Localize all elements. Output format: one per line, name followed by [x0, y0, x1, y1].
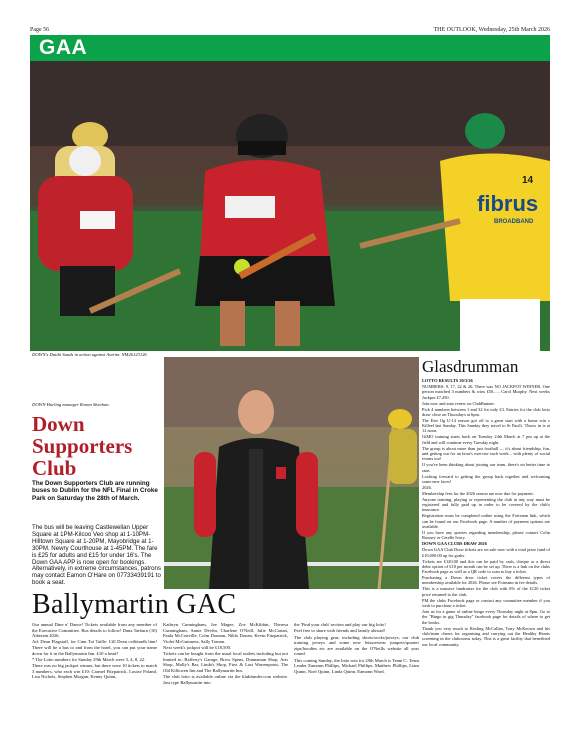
ballymartin-column	[163, 622, 288, 686]
glasdrumman-text: The group is about more than just football — it's about friendship, fun, and getting out for an hour's exercise each week... with plenty of social events too!	[422, 445, 550, 462]
ballymartin-paragraph: * The Lotto numbers for Sunday 29th March were 3, 4, 8, 22.	[32, 656, 146, 662]
glasdrumman-paragraph	[422, 586, 550, 597]
glasdrumman-paragraph	[422, 530, 550, 541]
hurling-action-photo	[30, 61, 550, 351]
supporters-body: The bus will be leaving Castlewellan Upper Square at 1PM-Kilcoo Veo shop at 1-10PM-Hilltown Square at 1-20PM, Mayobridge at 1-30PM. Newry Courthouse at 1-45PM. The fare is £25 for adults and £15 for under 16's. The Down GAA APP is now open for bookings. Alternatively, in extreme circumstances, patrons may contact Eamon O'Hare on 07733439191 to book a seat.	[32, 524, 161, 587]
ballymartin-paragraph: Ad: Dean Flagstaff, for Cinn Trá Taille: Cill Dean ceiliúradh linn! There will be a bus to and from the hotel, you can put your name down for it in the Ballymartin Inn. £10 a head!	[32, 639, 157, 656]
glasdrumman-text: Join now and auto renew on ClubRunner.	[422, 400, 495, 406]
glasdrumman-body	[422, 378, 550, 648]
ballymartin-paragraph: Our annual Dine n' Dance! Tickets available from any member of the Executive Committee. Bus details to follow! Dana Tarburn (10) Aiberain 2026.	[32, 622, 157, 639]
page-number: Page 56	[30, 27, 50, 33]
glasdrumman-paragraph	[422, 446, 550, 462]
supporters-lead: The Down Supporters Club are running buses to Dublin for the NFL Final in Croke Park on Saturday the 28th of March.	[32, 480, 158, 502]
glasdrumman-text: Pick 4 numbers between 1 and 32 for only £3. Entries for the club lotto draw close on Thursdays at 6pm.	[422, 406, 550, 417]
hurling-scene-illustration	[30, 61, 550, 351]
glasdrumman-paragraph	[422, 418, 550, 434]
glasdrumman-text: If you've been thinking about joining our team, there's no better time to start.	[422, 462, 550, 473]
glasdrumman-headline: Glasdrumman	[422, 357, 519, 376]
glasdrumman-paragraph	[422, 401, 550, 406]
glasdrumman-paragraph	[422, 575, 550, 586]
glasdrumman-text: Join us for a game of online bingo every Thursday night at 8pm. Go to the "Bingo in gig Thursday" facebook page for details of where to get the books.	[422, 608, 550, 625]
glasdrumman-paragraph	[422, 378, 550, 383]
ballymartin-paragraph: Kathryn Cunningham, Joe Magee, Zoe McKibbin, Theresa Cunningham, Annie Devlin, Charlene O'Neill, Julie McCartan, Paula McConville, Colm Donnan, Niblo Donan, Kevin Fitzpatrick, Violet McGuinness, Sally Toman.	[163, 622, 288, 644]
ballymartin-paragraph: The club playing gear, including shorts/socks/jerseys, our club training jerseys and some new leisurewear jumpers/quarter zips/hoodies etc are available on the O'Neills website all year round.	[294, 634, 419, 657]
ballymartin-paragraph: Feel free to share with friends and family abroad!	[294, 628, 386, 634]
glasdrumman-paragraph	[422, 434, 550, 445]
ballymartin-paragraph: Next week's jackpot will be £18,500.	[163, 644, 232, 650]
ballymartin-paragraph: There was no big jackpot winner, but there were 10 tickets to match 3 numbers, who each win £10: Carmel Fitzpatrick, Louise Poland, Lisa Nichols, Stephen Morgan, Kenny Quinn,	[32, 663, 157, 680]
glasdrumman-text: Registration must be completed online using the Foireann link, which can be found on our Facebook page. A number of payment options are available.	[422, 513, 550, 530]
glasdrumman-paragraph	[422, 497, 550, 513]
glasdrumman-text: PM the clubs Facebook page or contact any committee member if you wish to purchase a ticket.	[422, 597, 550, 609]
glasdrumman-text: Tickets are £120.00 and this can be paid by cash, cheque or a direct debit option of £10 per month can be set up. There is a link on the clubs Facebook page as well as a QR code to scan to buy a ticket.	[422, 558, 550, 575]
glasdrumman-subhead: DOWN GAA CLUBS DRAW 2026	[422, 541, 487, 547]
glasdrumman-paragraph	[422, 474, 550, 485]
glasdrumman-text: Membership fees for the 2026 season are now due for payment.	[422, 490, 534, 496]
glasdrumman-text: Thank you very much to Rosling McCallan, Tony McKeown and his club/team cheers for organising and carrying out the Healthy Hearts screening in the clubrooms today. This is a great facility that benefitted our local community.	[422, 625, 550, 647]
ballymartin-paragraph: This coming Sunday, the lotto rota for 29th March is Team C: Team Leader Eamonn Phillips, Michael Phillips, Matthew Phillips, Liam Quinn, Noel Quinn, Linda Quinn, Eamonn Ward.	[294, 657, 419, 674]
photo1-caption: DOWN's Daithi Sands in action against Antrim. NM26123126	[32, 352, 147, 357]
glasdrumman-paragraph	[422, 598, 550, 609]
glasdrumman-paragraph	[422, 462, 550, 473]
supporters-headline: Down Supporters Club	[32, 412, 133, 480]
section-banner	[30, 35, 550, 61]
glasdrumman-text: This is a massive fundraiser for the club with 6% of the £120 ticket price returned to the club.	[422, 586, 550, 597]
jersey-sponsor-sub: BROADBAND	[494, 219, 534, 225]
glasdrumman-paragraph	[422, 407, 550, 418]
glasdrumman-text: Purchasing a Down draw ticket covers the different types of membership available for 2026. Please see Foireann in fee details.	[422, 575, 550, 586]
jersey-number: 14	[522, 175, 534, 186]
photo2-caption: DOWN Hurling manager Ronan Sheehan.	[32, 402, 110, 407]
ballymartin-column	[32, 622, 157, 686]
ballymartin-paragraph: Tickets can be bought from the usual local outlets including but not limited to: Rafferty's Garage, Brow Spens, Dunnaman Shop, Arts Shop, Molly's Bar, Linda's Shop, First & Last Warrenpoint, The Old Killowen Inn and The Ballymartin Inn.	[163, 651, 288, 673]
glasdrumman-paragraph	[422, 547, 550, 558]
glasdrumman-paragraph	[422, 491, 550, 496]
glasdrumman-text: NUMBERS: 9, 17, 22 & 26. There was NO JACKPOT WINNER. One person matched 3 numbers & wins £50...... Carol Murphy. Next weeks Jackpot £7,450.	[422, 383, 550, 400]
glasdrumman-paragraph	[422, 485, 550, 490]
masthead: THE OUTLOOK, Wednesday, 25th March 2026	[433, 27, 550, 33]
glasdrumman-paragraph	[422, 541, 550, 546]
glasdrumman-paragraph	[422, 513, 550, 529]
glasdrumman-paragraph	[422, 609, 550, 625]
ballymartin-paragraph: the 'Find your club' section and play our big lotto!	[294, 622, 386, 627]
glasdrumman-text: The Eire Og U-14 season got off to a great start with a home win v Killeel last Sunday. This Sunday they travel to St Paul's. Throw in is at 12 noon.	[422, 417, 550, 434]
glasdrumman-text: Looking forward to getting the group back together and welcoming some new faces!	[422, 473, 550, 484]
page-header	[30, 27, 550, 33]
glasdrumman-paragraph	[422, 626, 550, 647]
glasdrumman-paragraph	[422, 384, 550, 400]
glasdrumman-text: GiMO training starts back on Tuesday 24th March at 7 pm up at the field and will continue every Tuesday night.	[422, 434, 550, 445]
ballymartin-column	[294, 622, 419, 686]
ballymartin-headline: Ballymartin GAC	[32, 589, 237, 620]
glasdrumman-text: 2026.	[422, 484, 432, 490]
glasdrumman-text: If you have any queries regarding membership, please contact Colin Rooney or Cerelle Ivory.	[422, 530, 550, 541]
glasdrumman-text: Anyone training, playing or representing the club in any way must be registered and fully paid up in order to be covered by the club's insurance.	[422, 496, 550, 513]
ballymartin-columns	[32, 622, 420, 686]
glasdrumman-text: Down GAA Club Draw tickets are on sale now with a total prize fund of £10,000.00 up for grabs.	[422, 547, 550, 558]
manager-photo	[164, 357, 419, 589]
manager-illustration	[164, 357, 419, 589]
section-title: GAA	[39, 36, 88, 59]
ballymartin-paragraph: The club lotto is available online via the klubfunder.com website. Just type Ballymartin into	[163, 674, 288, 685]
glasdrumman-subhead: LOTTO RESULTS 20/3/26	[422, 378, 473, 383]
glasdrumman-paragraph	[422, 559, 550, 575]
jersey-sponsor-text: fibrus	[477, 191, 539, 216]
